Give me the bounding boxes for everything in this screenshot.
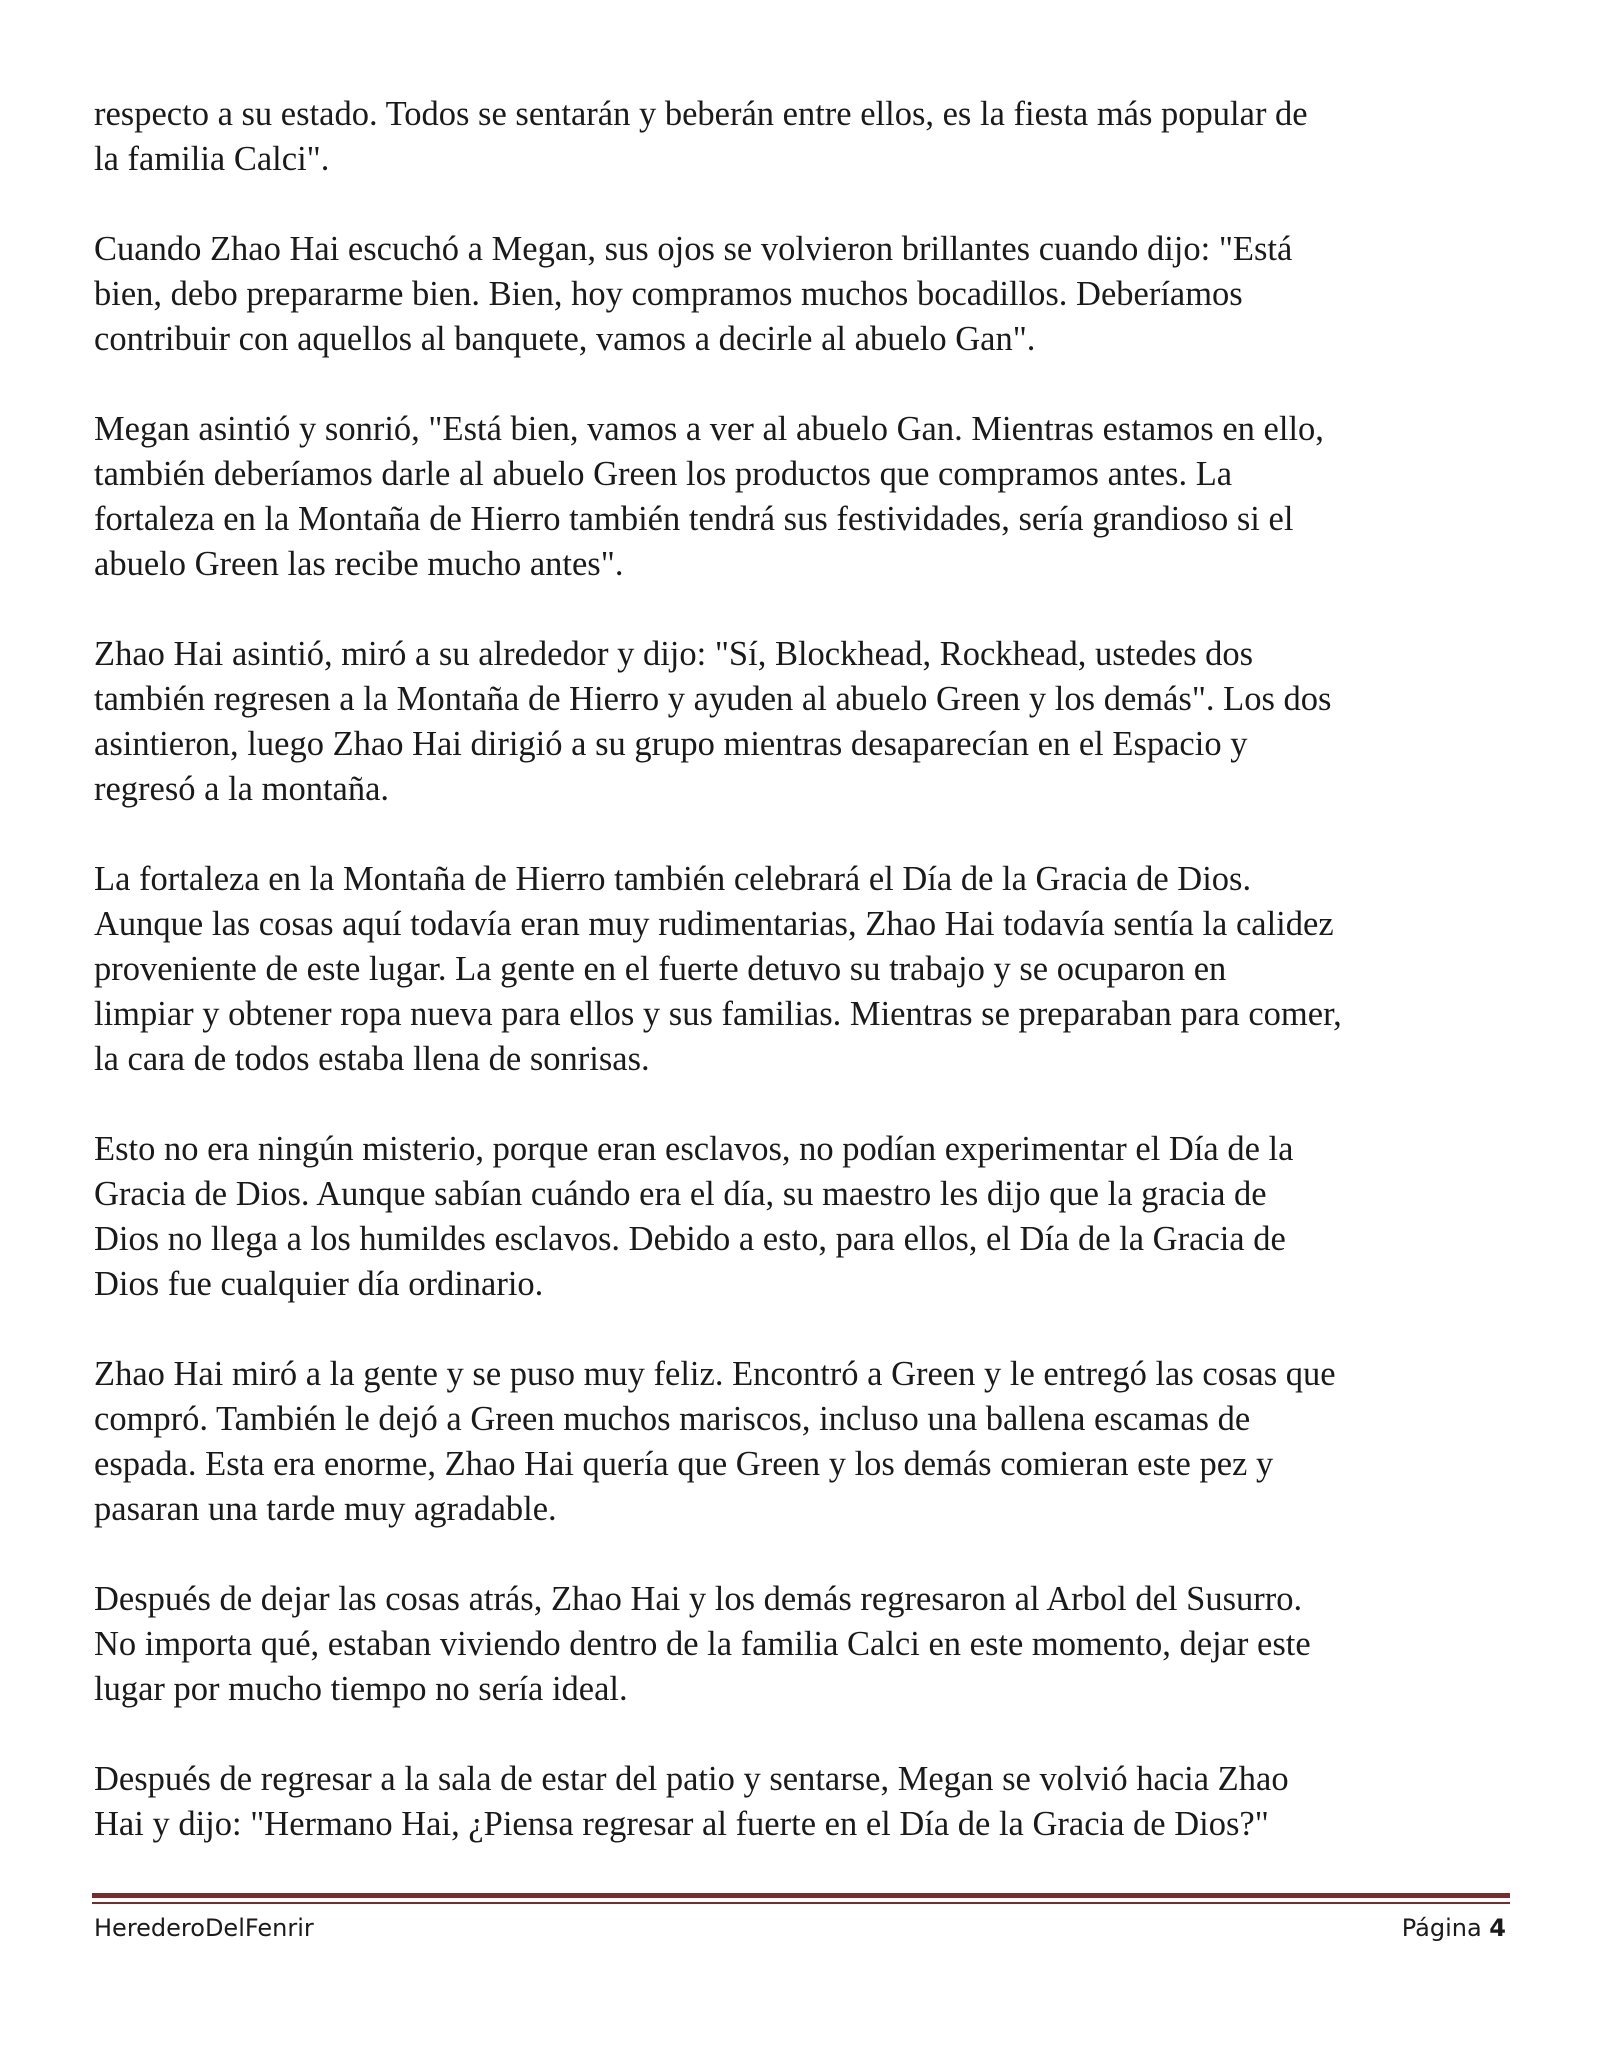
text-line: proveniente de este lugar. La gente en el fuerte detuvo su trabajo y se ocuparon en (94, 950, 1227, 988)
paragraph (94, 857, 1524, 1082)
text-line: respecto a su estado. Todos se sentarán y beberán entre ellos, es la fiesta más popular de (94, 95, 1308, 133)
page-number: 4 (1489, 1914, 1506, 1942)
text-line: regresó a la montaña. (94, 770, 390, 808)
paragraph (94, 1352, 1524, 1532)
footer-divider-thin (92, 1902, 1510, 1904)
text-line: fortaleza en la Montaña de Hierro también tendrá sus festividades, sería grandioso si el (94, 500, 1294, 538)
text-line: la cara de todos estaba llena de sonrisas. (94, 1040, 650, 1078)
text-line: Cuando Zhao Hai escuchó a Megan, sus ojos se volvieron brillantes cuando dijo: "Está (94, 230, 1293, 268)
paragraph (94, 1757, 1524, 1847)
paragraph (94, 407, 1524, 587)
text-line: abuelo Green las recibe mucho antes". (94, 545, 624, 583)
text-line: bien, debo prepararme bien. Bien, hoy compramos muchos bocadillos. Deberíamos (94, 275, 1243, 313)
text-line: Dios fue cualquier día ordinario. (94, 1265, 544, 1303)
text-line: compró. También le dejó a Green muchos mariscos, incluso una ballena escamas de (94, 1400, 1251, 1438)
text-line: también deberíamos darle al abuelo Green los productos que compramos antes. La (94, 455, 1233, 493)
text-line: Zhao Hai asintió, miró a su alrededor y dijo: "Sí, Blockhead, Rockhead, ustedes dos (94, 635, 1254, 673)
text-line: también regresen a la Montaña de Hierro y ayuden al abuelo Green y los demás". Los dos (94, 680, 1332, 718)
text-line: Dios no llega a los humildes esclavos. Debido a esto, para ellos, el Día de la Gracia de (94, 1220, 1286, 1258)
text-line: Zhao Hai miró a la gente y se puso muy feliz. Encontró a Green y le entregó las cosas que (94, 1355, 1336, 1393)
text-line: asintieron, luego Zhao Hai dirigió a su grupo mientras desaparecían en el Espacio y (94, 725, 1248, 763)
paragraph (94, 92, 1524, 182)
text-line: la familia Calci". (94, 140, 330, 178)
text-line: Gracia de Dios. Aunque sabían cuándo era el día, su maestro les dijo que la gracia de (94, 1175, 1267, 1213)
text-line: contribuir con aquellos al banquete, vamos a decirle al abuelo Gan". (94, 320, 1036, 358)
text-line: Después de regresar a la sala de estar del patio y sentarse, Megan se volvió hacia Zhao (94, 1760, 1289, 1798)
footer-author: HerederoDelFenrir (94, 1914, 314, 1942)
text-line: espada. Esta era enorme, Zhao Hai quería que Green y los demás comieran este pez y (94, 1445, 1274, 1483)
text-line: Aunque las cosas aquí todavía eran muy rudimentarias, Zhao Hai todavía sentía la calidez (94, 905, 1334, 943)
page-label: Página (1401, 1914, 1482, 1942)
paragraph (94, 632, 1524, 812)
paragraph (94, 1127, 1524, 1307)
text-line: Megan asintió y sonrió, "Está bien, vamos a ver al abuelo Gan. Mientras estamos en ello, (94, 410, 1324, 448)
text-line: No importa qué, estaban viviendo dentro de la familia Calci en este momento, dejar este (94, 1625, 1311, 1663)
text-line: Después de dejar las cosas atrás, Zhao Hai y los demás regresaron al Arbol del Susurro. (94, 1580, 1303, 1618)
text-line: La fortaleza en la Montaña de Hierro también celebrará el Día de la Gracia de Dios. (94, 860, 1252, 898)
paragraph (94, 227, 1524, 362)
text-line: limpiar y obtener ropa nueva para ellos y sus familias. Mientras se preparaban para comer, (94, 995, 1342, 1033)
paragraph (94, 1577, 1524, 1712)
text-line: Esto no era ningún misterio, porque eran esclavos, no podían experimentar el Día de la (94, 1130, 1294, 1168)
text-line: Hai y dijo: "Hermano Hai, ¿Piensa regresar al fuerte en el Día de la Gracia de Dios?" (94, 1805, 1269, 1843)
footer-page-indicator (1402, 1912, 1506, 1944)
body-text (94, 92, 1524, 1847)
text-line: pasaran una tarde muy agradable. (94, 1490, 557, 1528)
footer-divider-thick (92, 1893, 1510, 1898)
text-line: lugar por mucho tiempo no sería ideal. (94, 1670, 628, 1708)
